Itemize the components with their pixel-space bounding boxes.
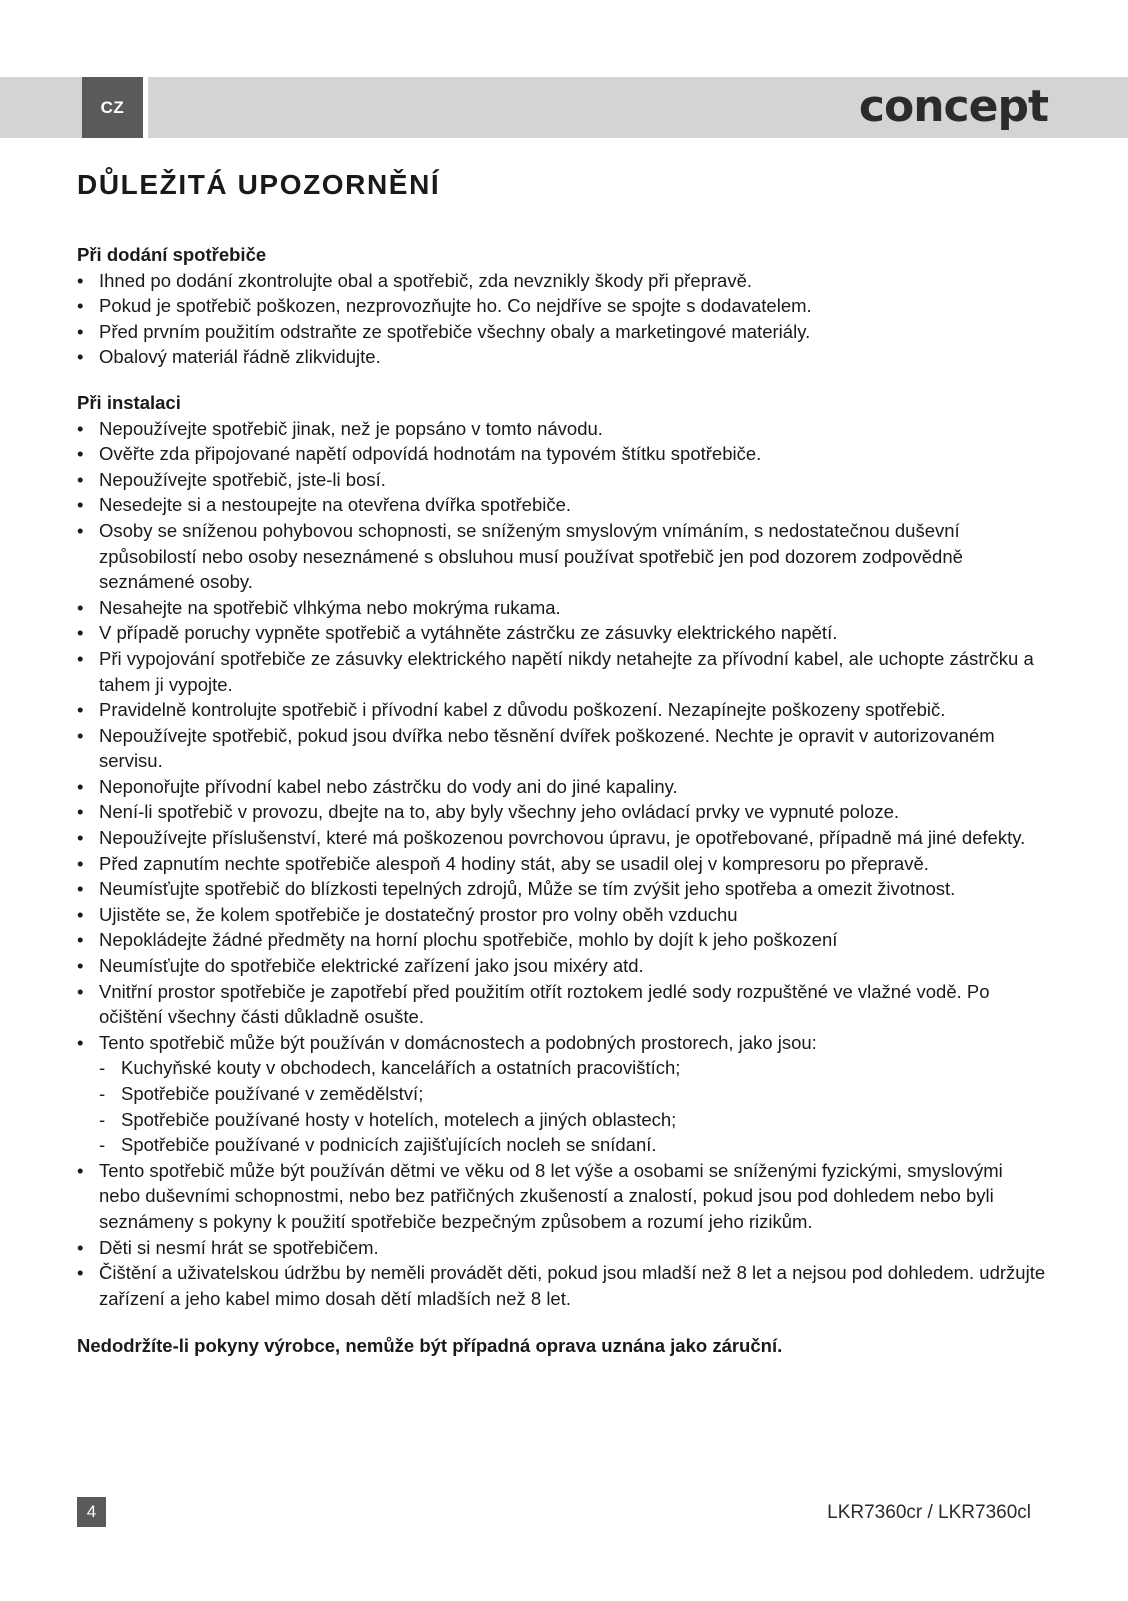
list-item: • Čištění a uživatelskou údržbu by neměli provádět děti, pokud jsou mladší než 8 let a nejsou pod dohledem. udržujte zařízení a jeho kabel mimo dosah dětí mladších než 8 let. — [77, 1260, 1047, 1311]
list-item: • Děti si nesmí hrát se spotřebičem. — [77, 1235, 1047, 1261]
sub-list-item: - Kuchyňské kouty v obchodech, kancelářích a ostatních pracovištích; — [99, 1055, 1047, 1081]
sub-list-item: - Spotřebiče používané v podnicích zajišťujících nocleh se snídaní. — [99, 1132, 1047, 1158]
model-number: LKR7360cr / LKR7360cl — [827, 1502, 1031, 1523]
list-item: • Pokud je spotřebič poškozen, nezprovozňujte ho. Co nejdříve se spojte s dodavatelem. — [77, 293, 1047, 319]
list-item: • Nesedejte si a nestoupejte na otevřena dvířka spotřebiče. — [77, 492, 1047, 518]
list-item: • Osoby se sníženou pohybovou schopnosti, se sníženým smyslovým vnímáním, s nedostatečnou duševní způsobilostí nebo osoby neseznámené s obsluhou musí používat spotřebič jen pod dozorem zodpovědně seznámené osoby. — [77, 518, 1047, 595]
sub-list-item: - Spotřebiče používané hosty v hotelích, motelech a jiných oblastech; — [99, 1107, 1047, 1133]
sub-list — [99, 1055, 1047, 1157]
page-title: DŮLEŽITÁ UPOZORNĚNÍ — [77, 169, 441, 200]
page-number: 4 — [77, 1497, 106, 1527]
list-item: • Neumísťujte do spotřebiče elektrické zařízení jako jsou mixéry atd. — [77, 953, 1047, 979]
list-item: • Nepoužívejte spotřebič, jste-li bosí. — [77, 467, 1047, 493]
sub-list-item: - Spotřebiče používané v zemědělství; — [99, 1081, 1047, 1107]
section-title: Při instalaci — [77, 391, 181, 413]
section-title: Při dodání spotřebiče — [77, 244, 267, 265]
list-item: • Nepoužívejte spotřebič, pokud jsou dvířka nebo těsnění dvířek poškozené. Nechte je opravit v autorizovaném servisu. — [77, 723, 1047, 774]
closing-note: Nedodržíte-li pokyny výrobce, nemůže být případná oprava uznána jako záruční. — [77, 1335, 783, 1357]
section-installation — [77, 390, 1047, 1311]
list-item: • Nepoužívejte příslušenství, které má poškozenou povrchovou úpravu, je opotřebované, případně má jiné defekty. — [77, 825, 1047, 851]
list-item-text: Tento spotřebič může být používán v domácnostech a podobných prostorech, jako jsou: — [99, 1031, 817, 1053]
list-item: • Ihned po dodání zkontrolujte obal a spotřebič, zda nevznikly škody při přepravě. — [77, 268, 1047, 294]
list-item: • Nesahejte na spotřebič vlhkýma nebo mokrýma rukama. — [77, 595, 1047, 621]
list-item: • Před prvním použitím odstraňte ze spotřebiče všechny obaly a marketingové materiály. — [77, 319, 1047, 345]
list-item: • Obalový materiál řádně zlikvidujte. — [77, 344, 1047, 370]
list-item: • Není-li spotřebič v provozu, dbejte na to, aby byly všechny jeho ovládací prvky ve vypnuté poloze. — [77, 799, 1047, 825]
list-item: • Při vypojování spotřebiče ze zásuvky elektrického napětí nikdy netahejte za přívodní kabel, ale uchopte zástrčku a tahem ji vypojte. — [77, 646, 1047, 697]
brand-logo: concept — [858, 81, 1048, 132]
list-item: • Tento spotřebič může být používán dětmi ve věku od 8 let výše a osobami se sníženými fyzickými, smyslovými nebo duševními schopnostmi, nebo bez patřičných zkušeností a znalostí, pokud jsou pod dohledem nebo byli seznámeny s pokyny k použití spotřebiče bezpečným způsobem a rozumí jeho rizikům. — [77, 1158, 1047, 1235]
list-item: • Neponořujte přívodní kabel nebo zástrčku do vody ani do jiné kapaliny. — [77, 774, 1047, 800]
bullet-list — [77, 416, 1047, 1312]
list-item: • V případě poruchy vypněte spotřebič a vytáhněte zástrčku ze zásuvky elektrického napětí. — [77, 620, 1047, 646]
language-badge: CZ — [82, 77, 143, 138]
list-item: • Vnitřní prostor spotřebiče je zapotřebí před použitím otřít roztokem jedlé sody rozpuštěné ve vlažné vodě. Po očištění všechny části důkladně osušte. — [77, 979, 1047, 1030]
header-divider — [143, 77, 148, 138]
list-item: • Před zapnutím nechte spotřebiče alespoň 4 hodiny stát, aby se usadil olej v kompresoru po přepravě. — [77, 851, 1047, 877]
list-item: • Nepoužívejte spotřebič jinak, než je popsáno v tomto návodu. — [77, 416, 1047, 442]
list-item: • Nepokládejte žádné předměty na horní plochu spotřebiče, mohlo by dojít k jeho poškození — [77, 927, 1047, 953]
bullet-list — [77, 268, 1047, 370]
list-item — [77, 1030, 1047, 1158]
main-content — [77, 160, 1047, 1377]
list-item: • Neumísťujte spotřebič do blízkosti tepelných zdrojů, Může se tím zvýšit jeho spotřeba a omezit životnost. — [77, 876, 1047, 902]
list-item: • Ujistěte se, že kolem spotřebiče je dostatečný prostor pro volny oběh vzduchu — [77, 902, 1047, 928]
section-delivery — [77, 242, 1047, 370]
list-item: • Pravidelně kontrolujte spotřebič i přívodní kabel z důvodu poškození. Nezapínejte poškozeny spotřebič. — [77, 697, 1047, 723]
list-item: • Ověřte zda připojované napětí odpovídá hodnotám na typovém štítku spotřebiče. — [77, 441, 1047, 467]
